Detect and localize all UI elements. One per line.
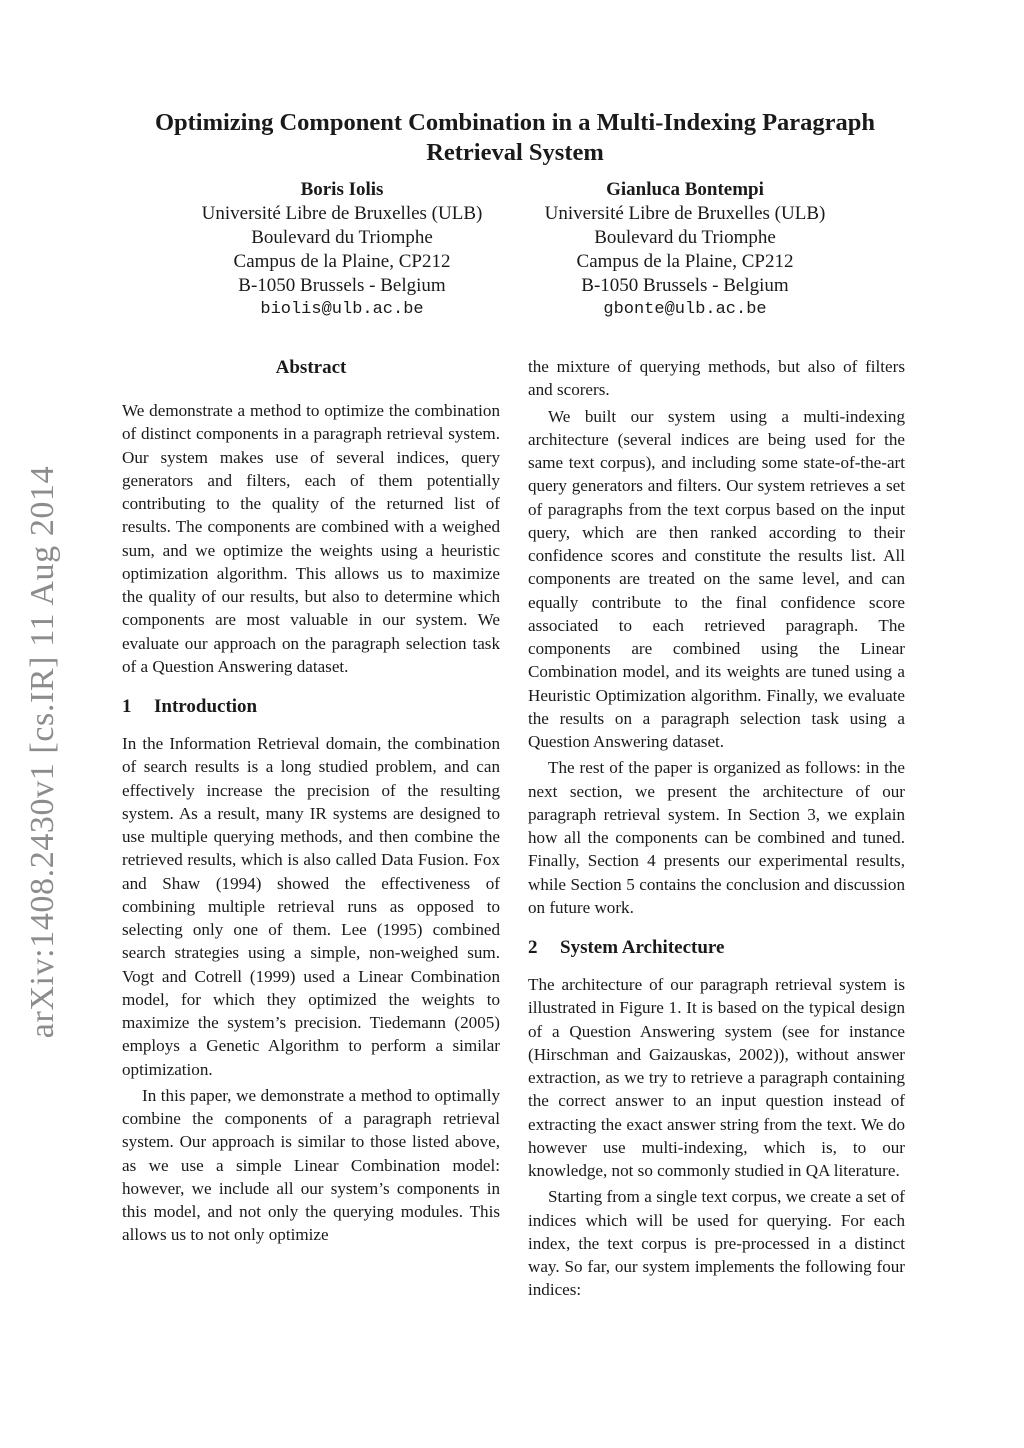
abstract-text: We demonstrate a method to optimize the combination of distinct components in a paragraph retrieval system. Our system makes use of several indices, query generators and filters, each of them potentially contributing to the quality of the returned list of results. The components are combined with a weighed sum, and we optimize the weights using a heuristic optimization algorithm. This allows us to maximize the quality of our results, but also to determine which components are most valuable in our system. We evaluate our approach on the paragraph selection task of a Question Answering dataset.: [122, 401, 500, 676]
author-affiliation: Université Libre de Bruxelles (ULB): [544, 203, 826, 224]
author-block-1: [172, 178, 512, 322]
author-address-street: Boulevard du Triomphe: [594, 227, 776, 248]
author-address-street: Boulevard du Triomphe: [251, 227, 433, 248]
author-email: gbonte@ulb.ac.be: [603, 300, 767, 319]
author-affiliation: Université Libre de Bruxelles (ULB): [201, 203, 483, 224]
intro-paragraph-2: In this paper, we demonstrate a method to optimally combine the components of a paragraph retrieval system. Our approach is similar to those listed above, as we use a simple Linear Combination model: however, we include all our system’s components in this model, and not only the querying modules. This allows us to not only optimize: [122, 1085, 500, 1245]
section-heading-introduction: [122, 694, 500, 720]
section-number: 1: [122, 696, 132, 717]
author-address-city: B-1050 Brussels - Belgium: [238, 275, 446, 296]
intro-paragraph-4: The rest of the paper is organized as follows: in the next section, we present the architecture of our paragraph retrieval system. In Section 3, we explain how all the components can be combined and tuned. Finally, Section 4 presents our experimental results, while Section 5 contains the conclusion and discussion on future work.: [528, 758, 905, 917]
paper-title: Optimizing Component Combination in a Multi-Indexing Paragraph Retrieval System: [154, 109, 876, 166]
right-column: [528, 355, 905, 1302]
author-address-city: B-1050 Brussels - Belgium: [581, 275, 789, 296]
intro-paragraph-3: We built our system using a multi-indexing architecture (several indices are being used for the same text corpus), and including some state-of-the-art query generators and filters. Our system retrieves a set of paragraphs from the text corpus based on the input query, which are then ranked according to their confidence scores and constitute the results list. All components are treated on the same level, and can equally contribute to the final confidence score associated to each retrieved paragraph. The components are combined using the Linear Combination model, and its weights are tuned using a Heuristic Optimization algorithm. Finally, we evaluate the results on a paragraph selection task using a Question Answering dataset.: [528, 406, 905, 751]
author-name: Gianluca Bontempi: [606, 179, 764, 200]
author-address-campus: Campus de la Plaine, CP212: [233, 251, 451, 272]
intro-paragraph-1: In the Information Retrieval domain, the combination of search results is a long studied problem, and can effectively increase the precision of the resulting system. As a result, many IR systems are designed to use multiple querying methods, and then combine the retrieved results, which is also called Data Fusion. Fox and Shaw (1994) showed the effectiveness of combining multiple retrieval runs as opposed to selecting only one of them. Lee (1995) combined search strategies using a simple, non-weighed sum. Vogt and Cotrell (1999) used a Linear Combination model, for which they optimized the weights to maximize the system’s precision. Tiedemann (2005) employs a Genetic Algorithm to perform a similar optimization.: [122, 734, 500, 1079]
section-title: Introduction: [154, 696, 258, 717]
abstract-heading: Abstract: [275, 357, 347, 378]
section-number: 2: [528, 937, 538, 958]
author-email: biolis@ulb.ac.be: [260, 300, 424, 319]
author-block-2: [514, 178, 856, 322]
author-address-campus: Campus de la Plaine, CP212: [576, 251, 794, 272]
section-heading-system-architecture: [528, 935, 905, 961]
section-title: System Architecture: [560, 937, 725, 958]
left-column: [122, 355, 500, 1247]
architecture-paragraph-2: Starting from a single text corpus, we create a set of indices which will be used for querying. For each index, the text corpus is pre-processed in a distinct way. So far, our system implements the following four indices:: [528, 1187, 905, 1300]
intro-paragraph-2-continued: the mixture of querying methods, but also of filters and scorers.: [528, 357, 905, 400]
architecture-paragraph-1: The architecture of our paragraph retrieval system is illustrated in Figure 1. It is based on the typical design of a Question Answering system (see for instance (Hirschman and Gaizauskas, 2002)), without answer extraction, as we try to retrieve a paragraph containing the correct answer to an input question instead of extracting the exact answer string from the text. We do however use multi-indexing, which is, to our knowledge, not so commonly studied in QA literature.: [528, 975, 905, 1180]
arxiv-stamp-text: arXiv:1408.2430v1 [cs.IR] 11 Aug 2014: [24, 465, 61, 1039]
author-name: Boris Iolis: [300, 179, 384, 200]
